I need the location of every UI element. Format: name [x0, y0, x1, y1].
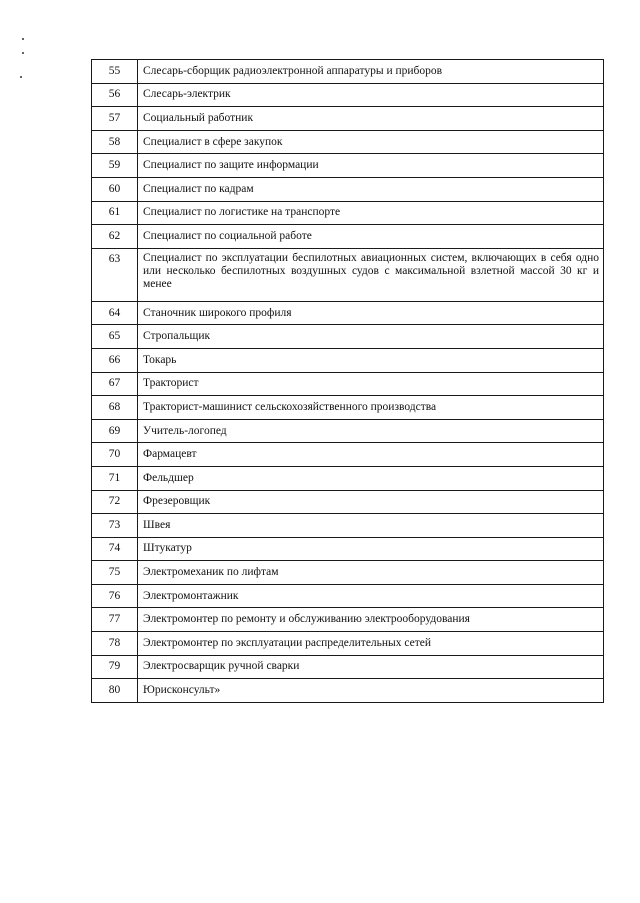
- row-number: 61: [92, 201, 138, 225]
- row-number: 64: [92, 301, 138, 325]
- profession-name: Электромонтер по ремонту и обслуживанию электрооборудования: [138, 608, 604, 632]
- profession-name: Фельдшер: [138, 466, 604, 490]
- table-row: [92, 655, 604, 679]
- row-number: 65: [92, 325, 138, 349]
- row-number: 69: [92, 419, 138, 443]
- profession-name: Специалист по эксплуатации беспилотных авиационных систем, включающих в себя одно или несколько беспилотных воздушных судов с максимальной взлетной массой 30 кг и менее: [138, 248, 604, 301]
- row-number: 56: [92, 83, 138, 107]
- profession-name: Тракторист-машинист сельскохозяйственного производства: [138, 396, 604, 420]
- scan-speck: [20, 76, 22, 78]
- row-number: 68: [92, 396, 138, 420]
- row-number: 75: [92, 561, 138, 585]
- table-row: [92, 632, 604, 656]
- profession-name: Юрисконсульт»: [138, 679, 604, 703]
- profession-name: Тракторист: [138, 372, 604, 396]
- table-row: [92, 514, 604, 538]
- row-number: 72: [92, 490, 138, 514]
- row-number: 67: [92, 372, 138, 396]
- table-row: [92, 177, 604, 201]
- table-row: [92, 608, 604, 632]
- profession-name: Специалист по кадрам: [138, 177, 604, 201]
- table-row: [92, 419, 604, 443]
- table-row: [92, 490, 604, 514]
- row-number: 76: [92, 584, 138, 608]
- row-number: 71: [92, 466, 138, 490]
- table-row: [92, 201, 604, 225]
- table-row: [92, 443, 604, 467]
- row-number: 66: [92, 348, 138, 372]
- table-row: [92, 348, 604, 372]
- table-row: [92, 83, 604, 107]
- scan-speck: [22, 52, 24, 54]
- profession-name: Слесарь-электрик: [138, 83, 604, 107]
- row-number: 55: [92, 60, 138, 84]
- row-number: 62: [92, 225, 138, 249]
- profession-name: Станочник широкого профиля: [138, 301, 604, 325]
- scan-speck: [22, 38, 24, 40]
- table-row: [92, 154, 604, 178]
- row-number: 57: [92, 107, 138, 131]
- profession-name: Специалист по логистике на транспорте: [138, 201, 604, 225]
- row-number: 70: [92, 443, 138, 467]
- row-number: 74: [92, 537, 138, 561]
- table-row: [92, 466, 604, 490]
- profession-name: Учитель-логопед: [138, 419, 604, 443]
- row-number: 78: [92, 632, 138, 656]
- profession-name: Фрезеровщик: [138, 490, 604, 514]
- table-row: [92, 396, 604, 420]
- row-number: 77: [92, 608, 138, 632]
- table-row: [92, 561, 604, 585]
- row-number: 60: [92, 177, 138, 201]
- table-row: [92, 248, 604, 301]
- table-row: [92, 325, 604, 349]
- row-number: 80: [92, 679, 138, 703]
- row-number: 79: [92, 655, 138, 679]
- scan-specks: [18, 38, 30, 88]
- table-row: [92, 60, 604, 84]
- profession-name: Швея: [138, 514, 604, 538]
- table-row: [92, 130, 604, 154]
- profession-name: Стропальщик: [138, 325, 604, 349]
- profession-name: Специалист по социальной работе: [138, 225, 604, 249]
- table-row: [92, 372, 604, 396]
- profession-name: Социальный работник: [138, 107, 604, 131]
- row-number: 59: [92, 154, 138, 178]
- profession-name: Специалист по защите информации: [138, 154, 604, 178]
- table-row: [92, 679, 604, 703]
- table-row: [92, 107, 604, 131]
- table-row: [92, 225, 604, 249]
- profession-name: Электромеханик по лифтам: [138, 561, 604, 585]
- profession-name: Специалист в сфере закупок: [138, 130, 604, 154]
- row-number: 63: [92, 248, 138, 301]
- profession-name: Электросварщик ручной сварки: [138, 655, 604, 679]
- profession-table: [91, 59, 604, 703]
- profession-name: Фармацевт: [138, 443, 604, 467]
- table-row: [92, 584, 604, 608]
- profession-name: Слесарь-сборщик радиоэлектронной аппаратуры и приборов: [138, 60, 604, 84]
- profession-name: Электромонтер по эксплуатации распределительных сетей: [138, 632, 604, 656]
- row-number: 58: [92, 130, 138, 154]
- profession-name: Токарь: [138, 348, 604, 372]
- profession-name: Штукатур: [138, 537, 604, 561]
- table-row: [92, 537, 604, 561]
- profession-name: Электромонтажник: [138, 584, 604, 608]
- table-row: [92, 301, 604, 325]
- row-number: 73: [92, 514, 138, 538]
